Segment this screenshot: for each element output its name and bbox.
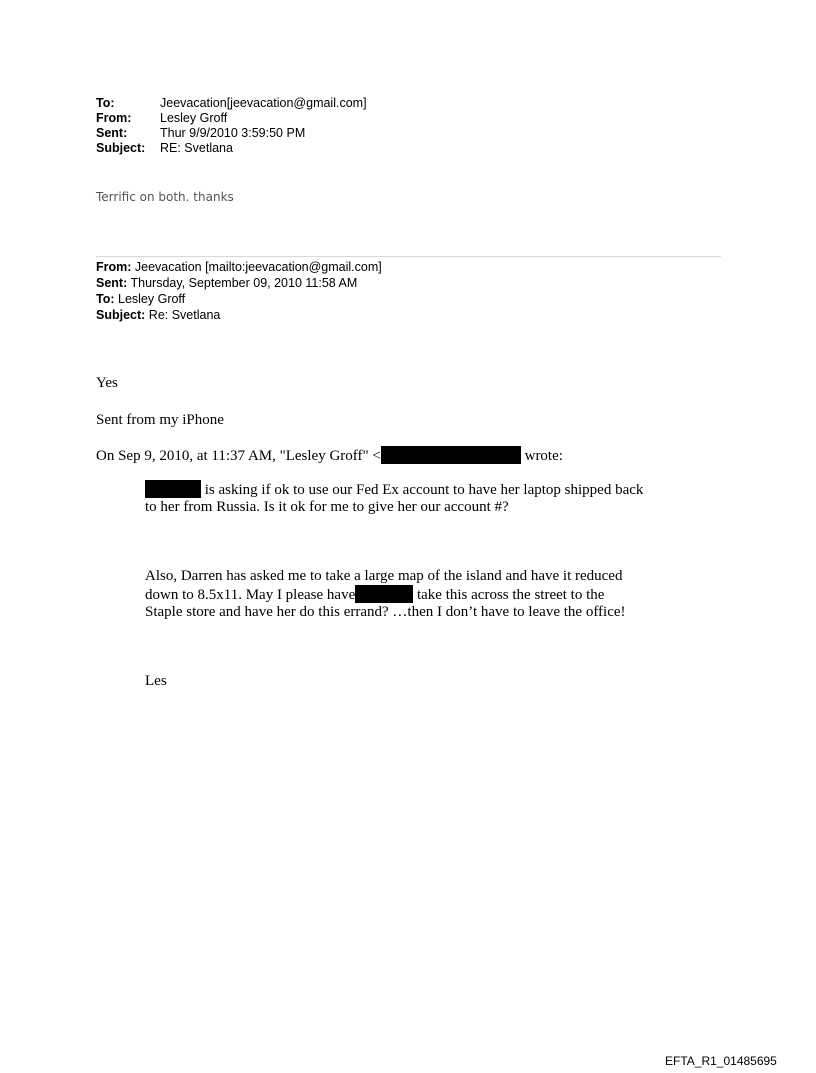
subject-value: RE: Svetlana: [160, 141, 233, 155]
quoted-header: [96, 259, 382, 323]
quoted-subject-label: Subject:: [96, 308, 146, 322]
quote-divider: [96, 256, 721, 257]
to-label: To:: [96, 96, 115, 110]
header-subject-row: [96, 141, 367, 156]
para1-line2: to her from Russia. Is it ok for me to give her our account #?: [145, 499, 509, 515]
attribution-end: wrote:: [520, 448, 563, 464]
from-label: From:: [96, 111, 132, 125]
quoted-sent-label: Sent:: [96, 276, 128, 290]
para1-line1-text: is asking if ok to use our Fed Ex account to have her laptop shipped back: [201, 482, 644, 498]
header-sent-row: [96, 126, 367, 141]
quoted-to-value: Lesley Groff: [114, 292, 186, 306]
message-yes: Yes: [96, 375, 118, 391]
para2-line2: [145, 585, 604, 604]
message-closing: Les: [145, 673, 167, 689]
header-to-row: [96, 96, 367, 111]
quoted-subject-row: [96, 307, 382, 323]
header-from-row: [96, 111, 367, 126]
quoted-sent-row: [96, 275, 382, 291]
para2-line2-start: down to 8.5x11. May I please have: [145, 587, 356, 603]
redaction-block: [355, 585, 413, 603]
para2-line3: Staple store and have her do this errand? …then I don’t have to leave the office!: [145, 604, 626, 620]
quoted-subject-value: Re: Svetlana: [145, 308, 221, 322]
para2-line2-end: take this across the street to the: [413, 587, 605, 603]
redaction-block: [381, 446, 521, 464]
redaction-block: [145, 480, 201, 498]
quoted-to-label: To:: [96, 292, 115, 306]
document-id: EFTA_R1_01485695: [665, 1054, 777, 1068]
attribution-line: [96, 446, 563, 465]
reply-body: Terrific on both. thanks: [96, 190, 234, 204]
para2-line1: Also, Darren has asked me to take a large map of the island and have it reduced: [145, 568, 623, 584]
quoted-from-row: [96, 259, 382, 275]
quoted-from-value: Jeevacation [mailto:jeevacation@gmail.com]: [131, 260, 382, 274]
attribution-start: On Sep 9, 2010, at 11:37 AM, "Lesley Groff" <: [96, 448, 381, 464]
from-value: Lesley Groff: [160, 111, 228, 125]
sent-label: Sent:: [96, 126, 128, 140]
quoted-to-row: [96, 291, 382, 307]
quoted-from-label: From:: [96, 260, 132, 274]
email-header: [96, 96, 367, 156]
quoted-sent-value: Thursday, September 09, 2010 11:58 AM: [127, 276, 358, 290]
to-value: Jeevacation[jeevacation@gmail.com]: [160, 96, 367, 110]
message-signature: Sent from my iPhone: [96, 412, 224, 428]
sent-value: Thur 9/9/2010 3:59:50 PM: [160, 126, 306, 140]
subject-label: Subject:: [96, 141, 146, 155]
para1-line1: [145, 480, 643, 499]
